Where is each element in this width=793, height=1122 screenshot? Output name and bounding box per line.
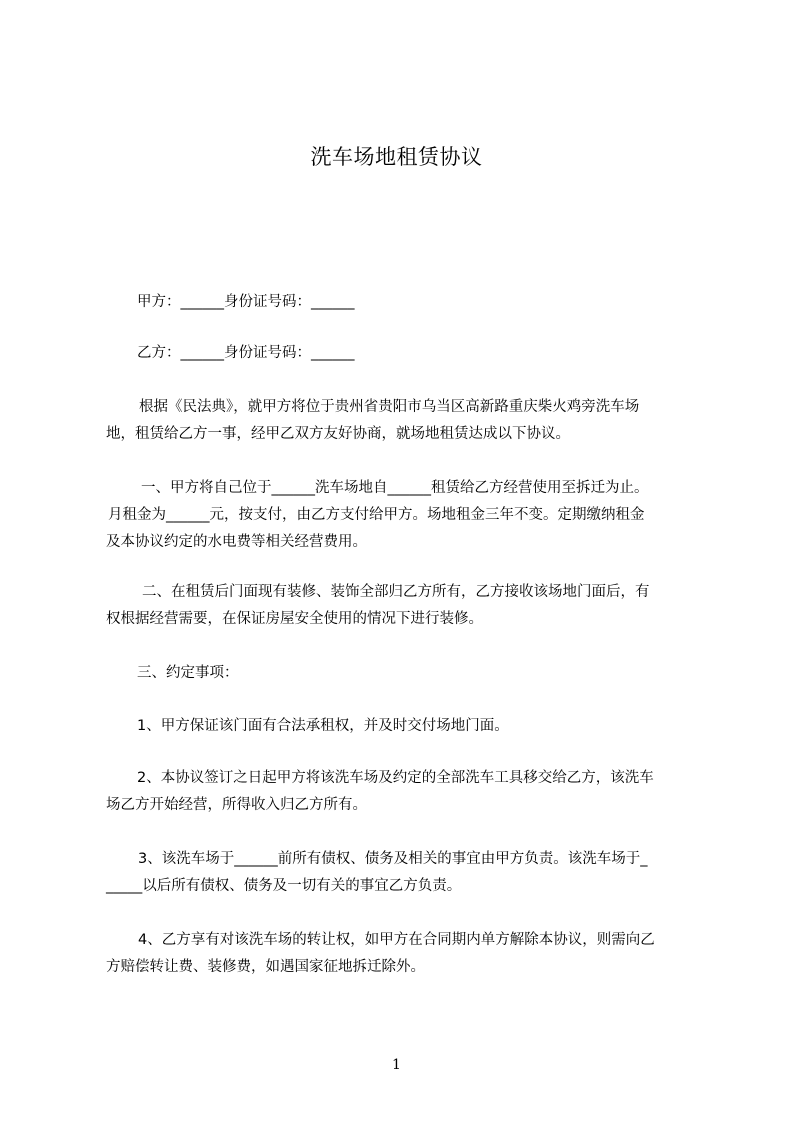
party-a-text: 甲方：______身份证号码：______: [137, 294, 355, 310]
item-1-text: 1、甲方保证该门面有合法承租权，并及时交付场地门面。: [137, 718, 509, 734]
party-b-line: [137, 340, 729, 367]
item-4-paragraph: [106, 927, 698, 981]
item-3-line-2: _____以后所有债权、债务及一切有关的事宜乙方负责。: [106, 878, 462, 894]
clause-1-line-3: 及本协议约定的水电费等相关经营费用。: [106, 534, 367, 550]
intro-paragraph: [106, 394, 698, 448]
item-1-paragraph: [137, 713, 729, 740]
party-b-text: 乙方：______身份证号码：______: [137, 345, 355, 361]
clause-2-line-2: 权根据经营需要，在保证房屋安全使用的情况下进行装修。: [106, 611, 483, 627]
party-a-line: [137, 289, 729, 316]
intro-line-2: 地，租赁给乙方一事，经甲乙双方友好协商，就场地租赁达成以下协议。: [106, 426, 570, 442]
clause-2-paragraph: [106, 579, 698, 633]
document-title: 洗车场地租赁协议: [310, 145, 483, 169]
page-number: 1: [392, 1057, 401, 1073]
item-4-line-1: 4、乙方享有对该洗车场的转让权，如甲方在合同期内单方解除本协议，则需向乙: [138, 932, 655, 948]
item-2-line-1: 2、本协议签订之日起甲方将该洗车场及约定的全部洗车工具移交给乙方，该洗车: [137, 770, 654, 786]
item-3-paragraph: [106, 846, 698, 900]
clause-2-line-1: 二、在租赁后门面现有装修、装饰全部归乙方所有，乙方接收该场地门面后，有: [142, 584, 650, 600]
clause-1-line-2: 月租金为______元，按支付，由乙方支付给甲方。场地租金三年不变。定期缴纳租金: [108, 507, 645, 523]
item-4-line-2: 方赔偿转让费、装修费，如遇国家征地拆迁除外。: [106, 959, 425, 975]
intro-line-1: 根据《民法典》，就甲方将位于贵州省贵阳市乌当区高新路重庆柴火鸡旁洗车场: [139, 399, 640, 415]
clause-3-heading-text: 三、约定事项：: [137, 665, 239, 681]
item-2-line-2: 场乙方开始经营，所得收入归乙方所有。: [106, 797, 367, 813]
item-2-paragraph: [106, 765, 698, 819]
clause-1-line-1: 一、甲方将自己位于______洗车场地自______租赁给乙方经营使用至拆迁为止。: [141, 480, 649, 496]
clause-1-paragraph: [106, 475, 698, 556]
item-3-line-1: 3、该洗车场于______前所有债权、债务及相关的事宜由甲方负责。该洗车场于_: [138, 851, 648, 867]
clause-3-heading: [137, 660, 729, 687]
